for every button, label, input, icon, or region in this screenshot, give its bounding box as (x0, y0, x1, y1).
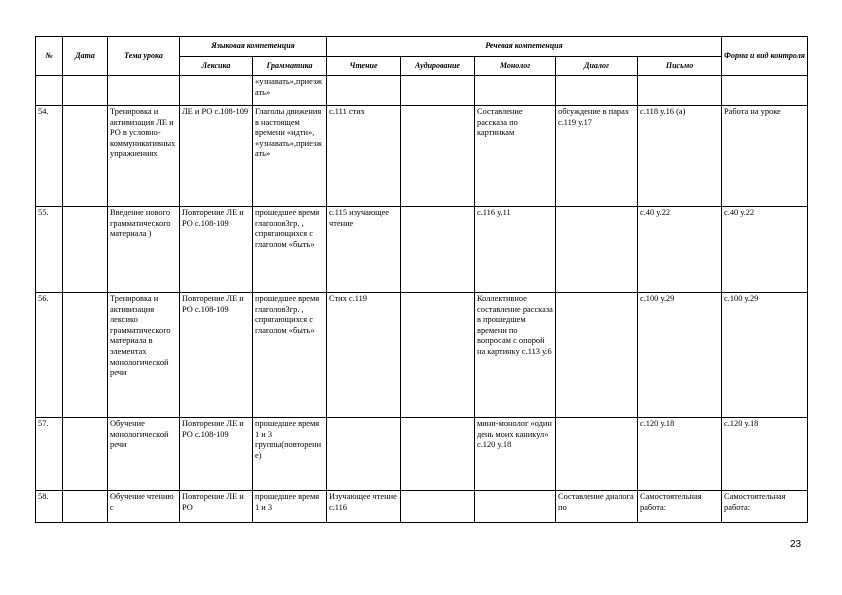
cell-topic (108, 76, 180, 106)
cell-reading: с.111 стих (327, 106, 401, 207)
cell-listening (401, 76, 475, 106)
cell-date (63, 106, 108, 207)
header-speech-competence: Речевая компетенция (327, 37, 722, 57)
cell-date (63, 207, 108, 293)
cell-monologue: мини-монолог «один день моих каникул» с.120 у.18 (475, 418, 556, 491)
header-writing: Письмо (638, 57, 722, 76)
cell-grammar: прошедшее время 1 и 3 (253, 491, 327, 523)
cell-writing: с.120 у.18 (638, 418, 722, 491)
cell-date (63, 293, 108, 418)
header-lexis: Лексика (180, 57, 253, 76)
table-row (36, 76, 808, 106)
cell-lexis (180, 76, 253, 106)
cell-reading: Стих с.119 (327, 293, 401, 418)
cell-date (63, 76, 108, 106)
page-number: 23 (790, 539, 802, 550)
header-grammar: Грамматика (253, 57, 327, 76)
cell-topic: Введение нового грамматического материала ) (108, 207, 180, 293)
cell-monologue (475, 491, 556, 523)
cell-dialogue (556, 293, 638, 418)
cell-grammar: Глаголы движения в настоящем времени «идти», «узнавать»,приезжать» (253, 106, 327, 207)
cell-listening (401, 106, 475, 207)
cell-control: с.120 у.18 (722, 418, 808, 491)
table-row (36, 106, 808, 207)
cell-topic: Обучение монологической речи (108, 418, 180, 491)
cell-monologue: Коллективное составление рассказа в прошедшем времени по вопросам с опорой на картинку с.113 у.6 (475, 293, 556, 418)
table-row (36, 418, 808, 491)
cell-monologue (475, 76, 556, 106)
header-language-competence: Языковая компетенция (180, 37, 327, 57)
cell-listening (401, 293, 475, 418)
cell-lexis: Повторение ЛЕ и РО с.108-109 (180, 418, 253, 491)
cell-reading: Изучающее чтение с.116 (327, 491, 401, 523)
cell-num: 54. (36, 106, 63, 207)
cell-num (36, 76, 63, 106)
cell-lexis: ЛЕ и РО с.108-109 (180, 106, 253, 207)
cell-monologue: Составление рассказа по картинкам (475, 106, 556, 207)
cell-lexis: Повторение ЛЕ и РО (180, 491, 253, 523)
header-num: № (36, 37, 63, 76)
header-date: Дата (63, 37, 108, 76)
cell-listening (401, 491, 475, 523)
lesson-plan-table (35, 36, 808, 523)
cell-reading (327, 418, 401, 491)
cell-dialogue: Составление диалога по (556, 491, 638, 523)
cell-writing (638, 76, 722, 106)
cell-control: Самостоятельная работа: (722, 491, 808, 523)
cell-date (63, 491, 108, 523)
cell-writing: Самостоятельная работа: (638, 491, 722, 523)
cell-grammar: «узнавать»,приезжать» (253, 76, 327, 106)
cell-grammar: прошедшее время глаголов3гр. , спрягающихся с глаголом «быть» (253, 293, 327, 418)
cell-date (63, 418, 108, 491)
cell-topic: Обучение чтению с (108, 491, 180, 523)
cell-listening (401, 418, 475, 491)
cell-grammar: прошедшее время 1 и 3 группы(повторение) (253, 418, 327, 491)
cell-dialogue (556, 76, 638, 106)
cell-reading (327, 76, 401, 106)
cell-num: 55. (36, 207, 63, 293)
cell-control: Работа на уроке (722, 106, 808, 207)
header-control-form: Форма и вид контроля (722, 37, 808, 76)
header-dialogue: Диалог (556, 57, 638, 76)
cell-reading: с.115 изучающее чтение (327, 207, 401, 293)
header-topic: Тема урока (108, 37, 180, 76)
cell-control (722, 76, 808, 106)
cell-num: 58. (36, 491, 63, 523)
cell-lexis: Повторение ЛЕ и РО с.108-109 (180, 207, 253, 293)
cell-writing: с.100 у.29 (638, 293, 722, 418)
cell-topic: Тренировка и активизация ЛЕ и РО в условно-коммуникативных упражнениях (108, 106, 180, 207)
header-monologue: Монолог (475, 57, 556, 76)
cell-topic: Тренировка и активизация лексико грамматического материала в элементах монологической речи (108, 293, 180, 418)
cell-control: с.40 у.22 (722, 207, 808, 293)
cell-num: 57. (36, 418, 63, 491)
cell-listening (401, 207, 475, 293)
cell-dialogue (556, 418, 638, 491)
cell-dialogue (556, 207, 638, 293)
header-listening: Аудирование (401, 57, 475, 76)
cell-writing: с.40 у.22 (638, 207, 722, 293)
table-row (36, 293, 808, 418)
table-row (36, 491, 808, 523)
cell-dialogue: обсуждение в парах с.119 у.17 (556, 106, 638, 207)
table-row (36, 207, 808, 293)
cell-monologue: с.116 у.11 (475, 207, 556, 293)
cell-writing: с.118 у.16 (а) (638, 106, 722, 207)
cell-num: 56. (36, 293, 63, 418)
cell-lexis: Повторение ЛЕ и РО с.108-109 (180, 293, 253, 418)
header-row-top (36, 37, 808, 57)
header-reading: Чтение (327, 57, 401, 76)
cell-control: с.100 у.29 (722, 293, 808, 418)
cell-grammar: прошедшее время глаголов3гр. , спрягающихся с глаголом «быть» (253, 207, 327, 293)
